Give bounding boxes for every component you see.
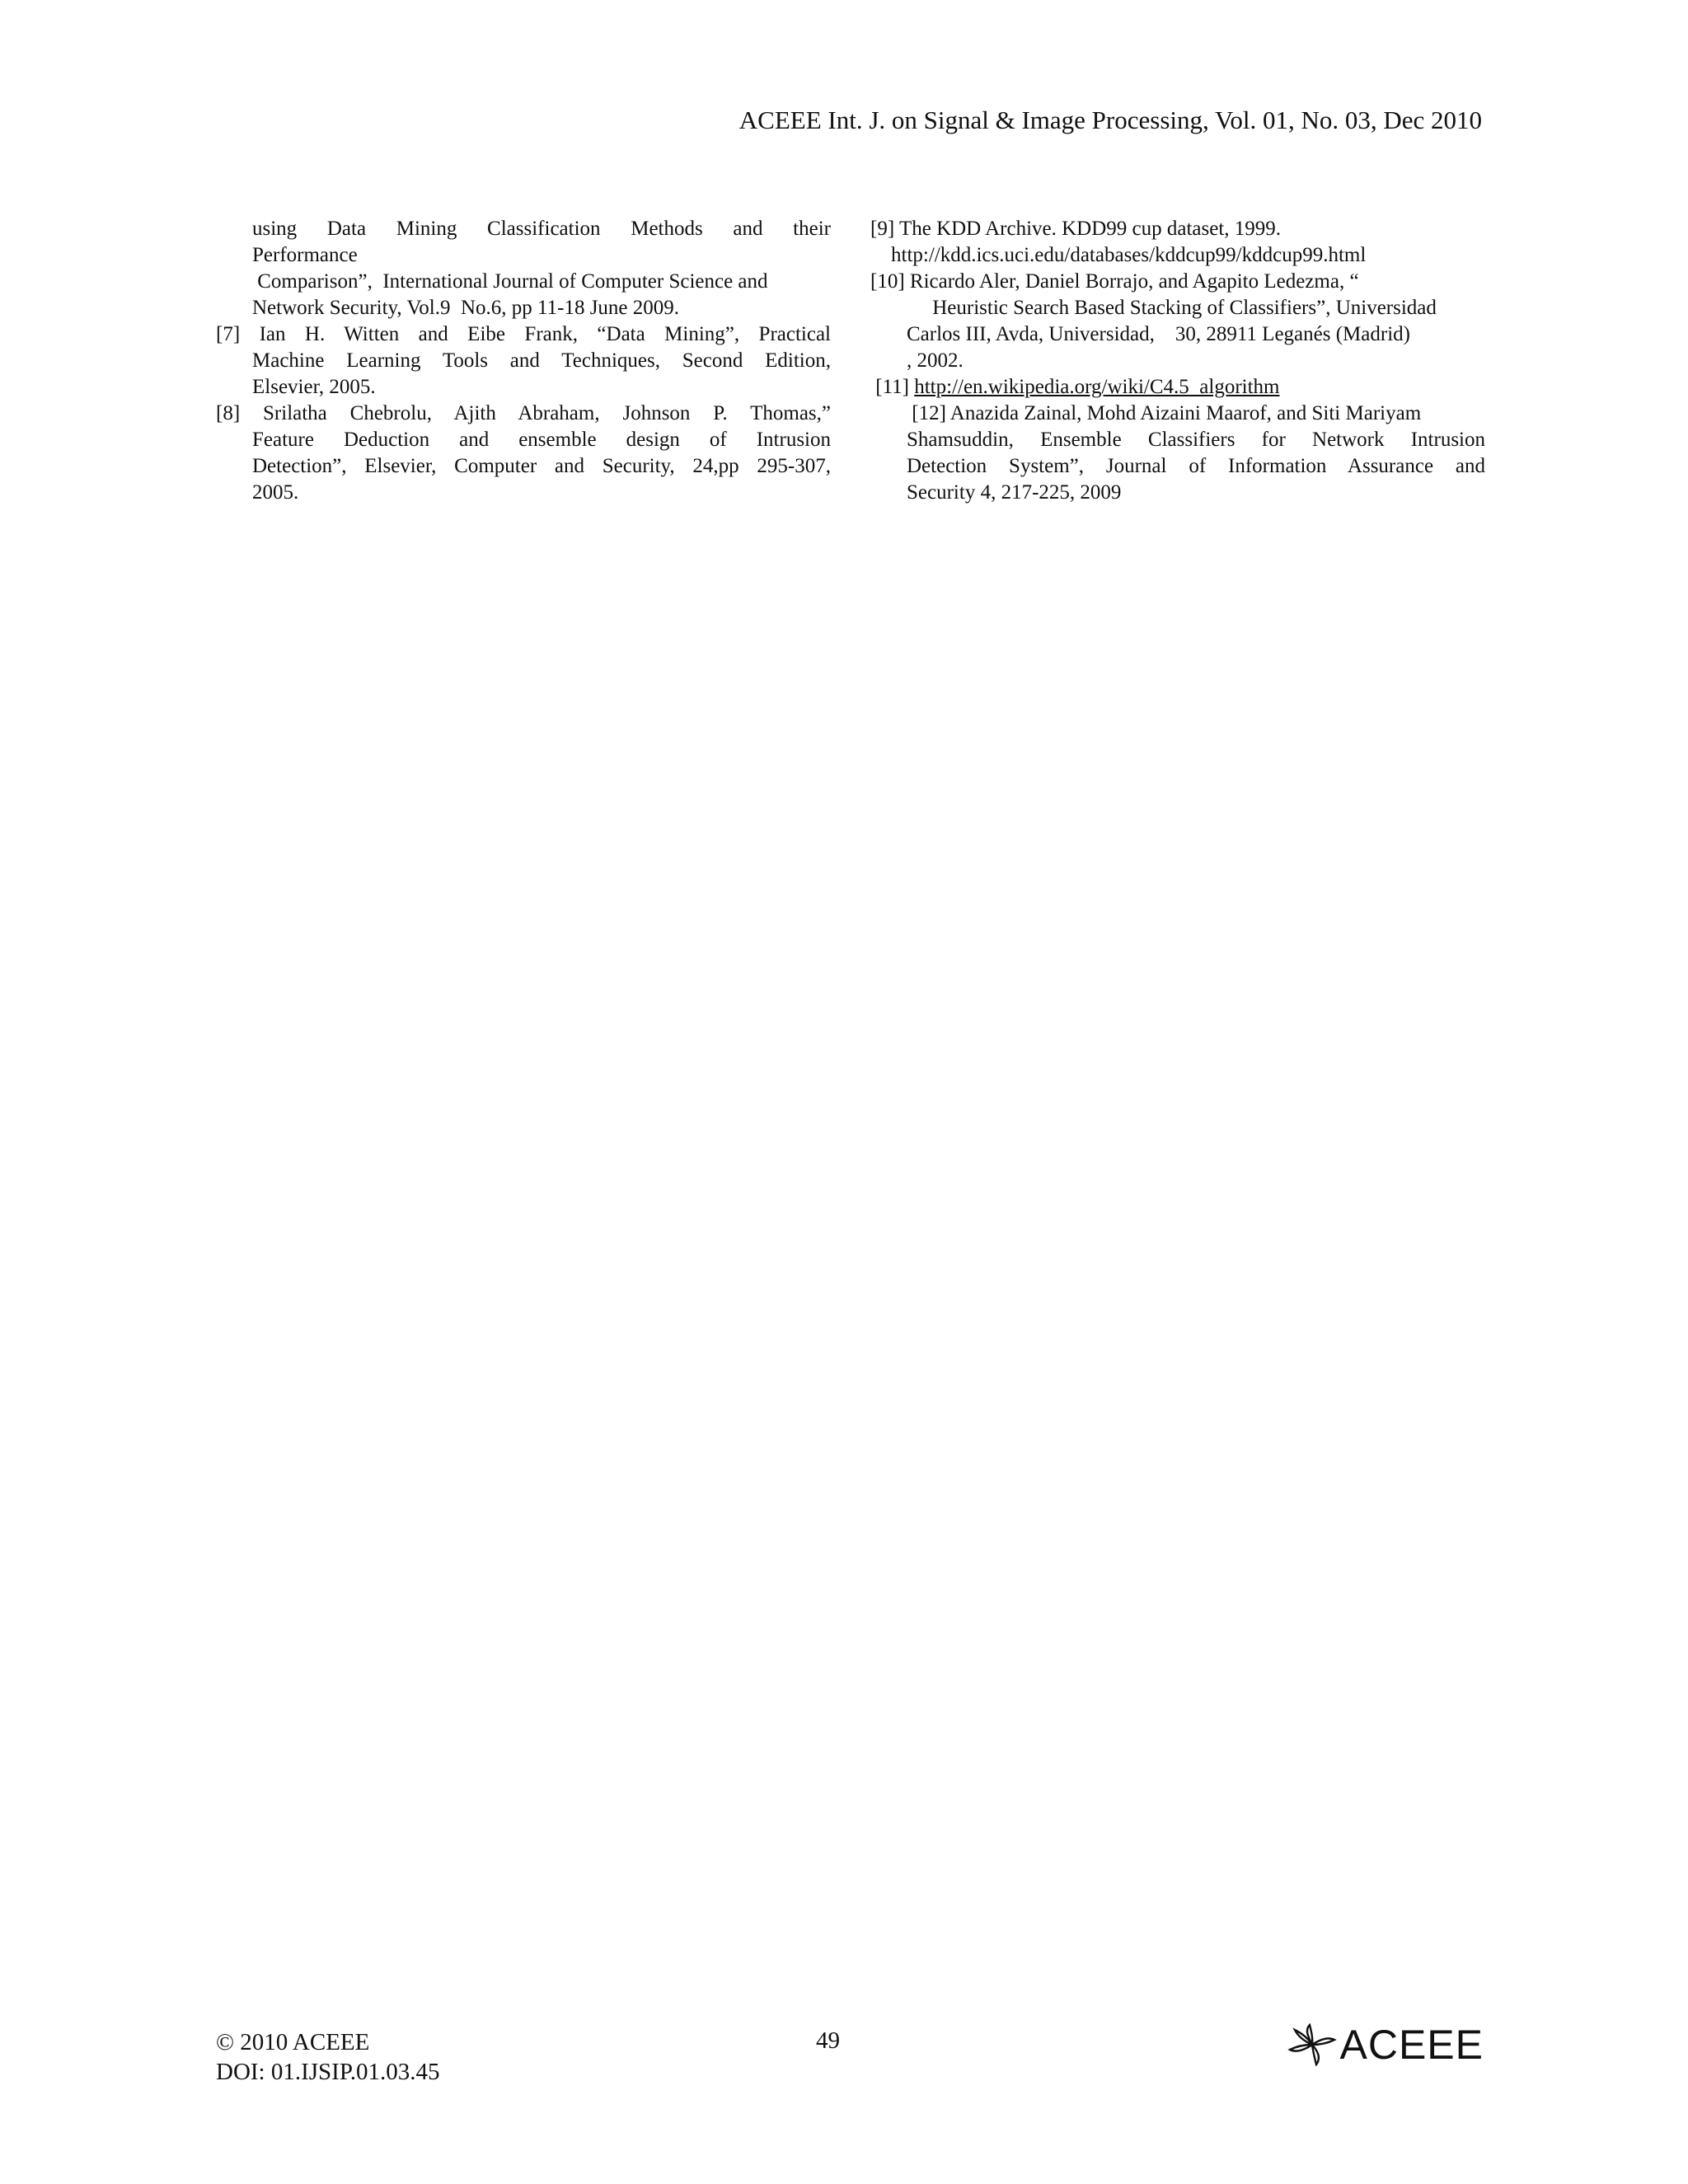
reference-ref-8	[216, 401, 831, 506]
reference-line: Security 4, 217-225, 2009	[907, 481, 1122, 504]
reference-line: 2005.	[252, 481, 299, 504]
reference-line: Detection System”, Journal of Information Assurance and	[907, 455, 1485, 477]
reference-line: Elsevier, 2005.	[252, 376, 376, 398]
reference-ref-12	[870, 401, 1485, 506]
reference-link[interactable]: http://en.wikipedia.org/wiki/C4.5_algorithm	[914, 376, 1280, 398]
aceee-logo-text: ACEEE	[1339, 2022, 1484, 2068]
reference-line: Carlos III, Avda, Universidad, 30, 28911 Leganés (Madrid)	[907, 323, 1410, 345]
reference-line: Machine Learning Tools and Techniques, Second Edition,	[252, 349, 831, 372]
doi-label: DOI: 01.IJSIP.01.03.45	[216, 2059, 440, 2085]
reference-line: Network Security, Vol.9 No.6, pp 11-18 June 2009.	[252, 297, 680, 319]
reference-line: [7] Ian H. Witten and Eibe Frank, “Data Mining”, Practical	[216, 323, 831, 345]
footer-left	[216, 2027, 440, 2087]
reference-line: [8] Srilatha Chebrolu, Ajith Abraham, Johnson P. Thomas,”	[216, 402, 831, 424]
references-right-column	[870, 216, 1485, 506]
reference-line: Heuristic Search Based Stacking of Classifiers”, Universidad	[907, 297, 1437, 319]
reference-line: Shamsuddin, Ensemble Classifiers for Network Intrusion	[907, 429, 1485, 451]
reference-line: Detection”, Elsevier, Computer and Security, 24,pp 295-307,	[252, 455, 831, 477]
reference-line	[870, 374, 1485, 401]
reference-line: http://kdd.ics.uci.edu/databases/kddcup99/kddcup99.html	[870, 244, 1367, 266]
reference-ref-6-cont	[216, 216, 831, 321]
reference-label: [11]	[870, 376, 915, 398]
reference-ref-9	[870, 216, 1485, 269]
page-number: 49	[816, 2027, 840, 2054]
reference-line: , 2002.	[907, 349, 964, 372]
references-left-column	[216, 216, 831, 506]
journal-header: ACEEE Int. J. on Signal & Image Processing, Vol. 01, No. 03, Dec 2010	[738, 105, 1482, 134]
reference-line: Performance	[252, 244, 358, 266]
reference-line: [10] Ricardo Aler, Daniel Borrajo, and Agapito Ledezma, “	[870, 270, 1359, 293]
reference-line: [9] The KDD Archive. KDD99 cup dataset, 1999.	[870, 218, 1282, 240]
aceee-logo	[1287, 2021, 1484, 2069]
aceee-star-icon	[1287, 2023, 1338, 2066]
reference-line: Feature Deduction and ensemble design of Intrusion	[252, 429, 831, 451]
reference-line: [12] Anazida Zainal, Mohd Aizaini Maarof, and Siti Mariyam	[907, 402, 1422, 424]
reference-ref-11	[870, 374, 1485, 401]
copyright-notice: © 2010 ACEEE	[216, 2029, 370, 2055]
reference-ref-7	[216, 321, 831, 401]
reference-ref-10	[870, 269, 1485, 374]
reference-line: using Data Mining Classification Methods and their	[252, 218, 831, 240]
reference-line: Comparison”, International Journal of Computer Science and	[252, 270, 768, 293]
